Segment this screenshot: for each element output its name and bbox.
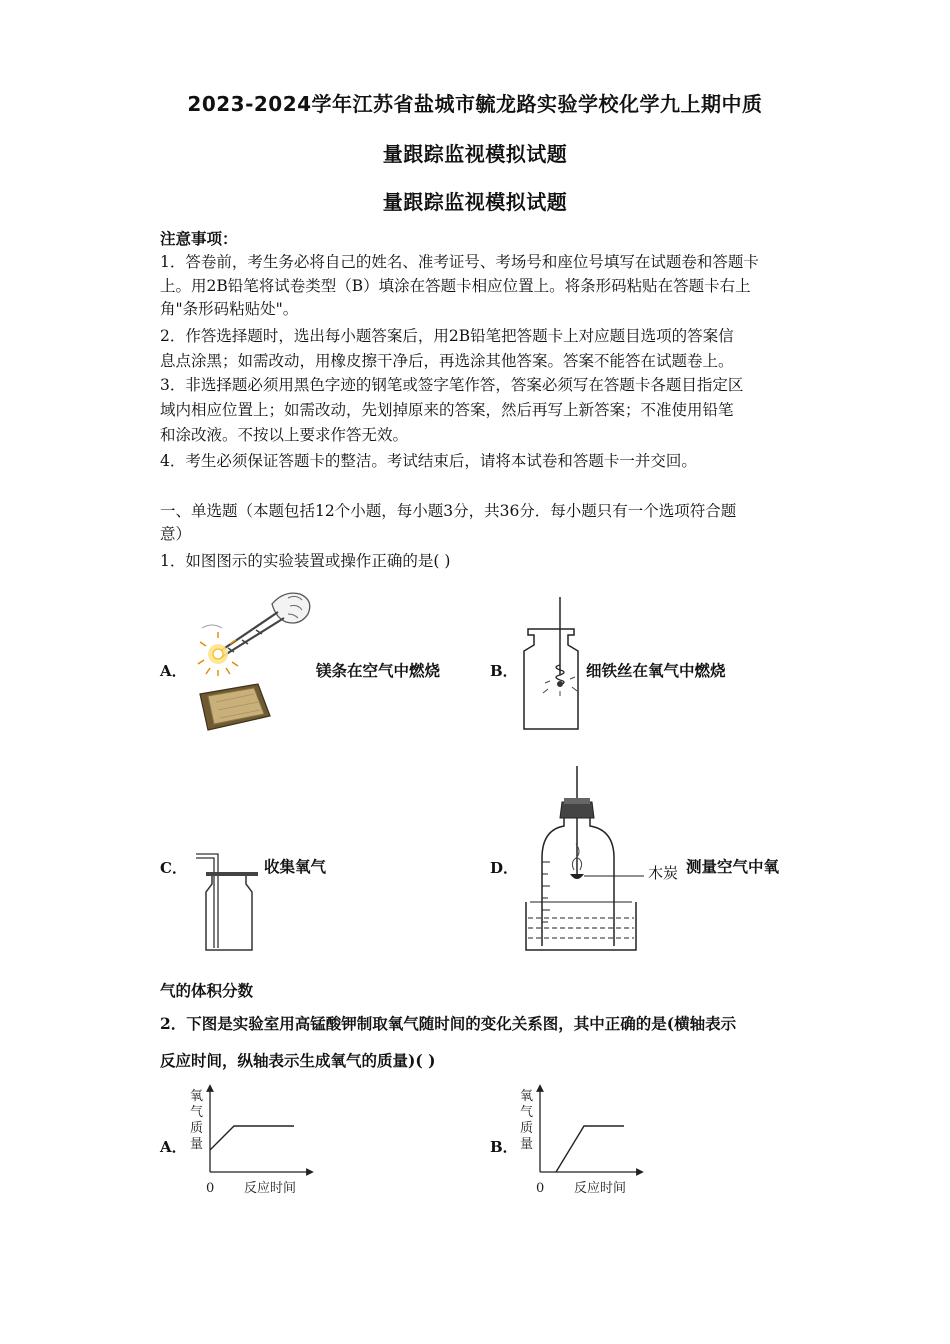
notice-line: 3．非选择题必须用黑色字迹的钢笔或签字笔作答，答案必须写在答题卡各题目指定区 <box>160 376 744 394</box>
notice-line: 角"条形码粘贴处"。 <box>160 300 299 318</box>
x-label: 反应时间 <box>574 1181 627 1196</box>
q1-option-a-label: A． <box>160 662 187 680</box>
oxygen-curve <box>210 1126 294 1150</box>
oxygen-collection-diagram <box>192 850 262 954</box>
notice-line: 2．作答选择题时，选出每小题答案后，用2B铅笔把答题卡上对应题目选项的答案信 <box>160 327 734 345</box>
y-label-char: 气 <box>520 1105 534 1120</box>
section-heading-line-1: 一、单选题（本题包括12个小题，每小题3分，共36分．每小题只有一个选项符合题 <box>160 502 737 520</box>
paper-title-line-3: 量跟踪监视模拟试题 <box>382 190 568 214</box>
y-label-char: 量 <box>520 1137 534 1152</box>
paper-title-line-2: 量跟踪监视模拟试题 <box>382 142 568 166</box>
y-label-char: 气 <box>190 1105 204 1120</box>
q2-option-a-label: A． <box>160 1138 187 1156</box>
y-label-char: 量 <box>190 1137 204 1152</box>
notice-line: 1．答卷前，考生务必将自己的姓名、准考证号、考场号和座位号填写在试题卷和答题卡 <box>160 253 759 271</box>
q1-option-d-caption: 测量空气中氧 <box>686 857 780 876</box>
q2-option-b-label: B． <box>490 1138 518 1156</box>
notice-heading: 注意事项： <box>160 229 238 248</box>
q1-option-d-caption-continuation: 气的体积分数 <box>160 981 254 1000</box>
q2-graph-a <box>186 1084 316 1200</box>
q2-graph-b <box>516 1084 646 1200</box>
paper-title-line-1: 2023-2024学年江苏省盐城市毓龙路实验学校化学九上期中质 <box>187 92 763 116</box>
notice-line: 和涂改液。不按以上要求作答无效。 <box>160 426 409 444</box>
q1-option-b-label: B． <box>490 662 518 680</box>
notice-line: 息点涂黑；如需改动，用橡皮擦干净后，再选涂其他答案。答案不能答在试题卷上。 <box>160 352 734 370</box>
q1-stem: 1．如图图示的实验装置或操作正确的是( ) <box>160 552 451 570</box>
x-label: 反应时间 <box>244 1181 297 1196</box>
q2-stem-line-1: 2．下图是实验室用高锰酸钾制取氧气随时间的变化关系图，其中正确的是(横轴表示 <box>160 1014 737 1033</box>
notice-line: 上。用2B铅笔将试卷类型（B）填涂在答题卡相应位置上。将条形码粘贴在答题卡右上 <box>160 277 751 295</box>
air-oxygen-measurement-diagram <box>524 766 694 952</box>
section-heading-line-2: 意） <box>160 525 192 543</box>
q1-option-c-label: C． <box>160 859 187 877</box>
y-label-char: 氧 <box>190 1089 204 1104</box>
magnesium-burning-diagram <box>188 584 328 734</box>
origin-label: 0 <box>206 1181 215 1196</box>
q2-stem-line-2: 反应时间，纵轴表示生成氧气的质量)( ) <box>160 1051 436 1070</box>
q1-option-c-caption: 收集氧气 <box>264 857 327 876</box>
y-label-char: 质 <box>520 1121 534 1136</box>
q1-option-d-label: D． <box>490 859 519 877</box>
origin-label: 0 <box>536 1181 545 1196</box>
q1-option-a-caption: 镁条在空气中燃烧 <box>316 661 441 680</box>
q1-option-b-caption: 细铁丝在氧气中燃烧 <box>586 661 726 680</box>
iron-wire-burning-diagram <box>518 595 588 735</box>
notice-line: 4．考生必须保证答题卡的整洁。考试结束后，请将本试卷和答题卡一并交回。 <box>160 452 697 470</box>
y-label-char: 氧 <box>520 1089 534 1104</box>
y-label-char: 质 <box>190 1121 204 1136</box>
charcoal-label: 木炭 <box>648 864 679 882</box>
notice-line: 域内相应位置上；如需改动，先划掉原来的答案，然后再写上新答案；不准使用铅笔 <box>160 401 734 419</box>
oxygen-curve <box>556 1126 624 1172</box>
